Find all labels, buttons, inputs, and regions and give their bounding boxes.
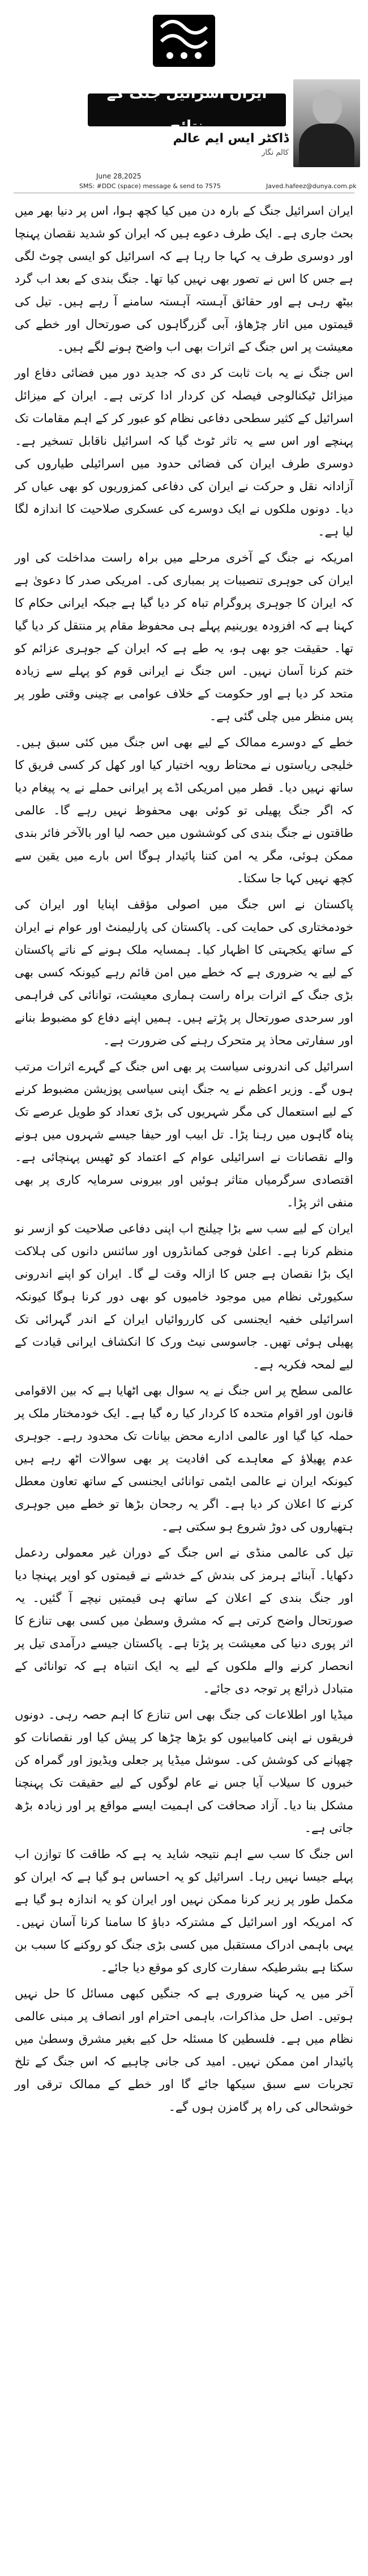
headline-banner bbox=[88, 85, 286, 135]
article-paragraph: تیل کی عالمی منڈی نے اس جنگ کے دوران غیر معمولی ردعمل دکھایا۔ آبنائے ہرمز کی بندش کے خدشے نے قیمتوں کو اوپر پہنچا دیا اور جنگ بندی کے اعلان کے ساتھ ہی قیمتیں نیچے آ گئیں۔ یہ صورتحال واضح کرتی ہے کہ مشرق وسطیٰ میں کسی بھی تنازع کا اثر پوری دنیا کی معیشت پر پڑتا ہے۔ پاکستان جیسے درآمدی تیل پر انحصار کرنے والے ملکوں کے لیے یہ ایک انتباہ ہے کہ توانائی کے متبادل ذرائع پر توجہ دی جائے۔ bbox=[15, 1546, 353, 1695]
article-paragraph: پاکستان نے اس جنگ میں اصولی مؤقف اپنایا اور ایران کی خودمختاری کی حمایت کی۔ پاکستان کی پارلیمنٹ اور عوام نے ایران کے ساتھ یکجہتی کا اظہار کیا۔ ہمسایہ ملک ہونے کے ناتے پاکستان کے لیے یہ ضروری ہے کہ خطے میں امن قائم رہے کیونکہ کسی بھی بڑی جنگ کے اثرات براہ راست ہماری معیشت، توانائی کی فراہمی اور سرحدی صورتحال پر پڑتے ہیں۔ ہمیں اپنے دفاع کو مضبوط بنانے اور سفارتی محاذ پر متحرک رہنے کی ضرورت ہے۔ bbox=[15, 898, 353, 1047]
article-paragraph: میڈیا اور اطلاعات کی جنگ بھی اس تنازع کا اہم حصہ رہی۔ دونوں فریقوں نے اپنی کامیابیوں کو بڑھا چڑھا کر پیش کیا اور نقصانات کو چھپانے کی کوشش کی۔ سوشل میڈیا پر جعلی ویڈیوز اور گمراہ کن خبروں کا سیلاب آیا جس نے عام لوگوں کے لیے حقیقت تک پہنچنا مشکل بنا دیا۔ آزاد صحافت کی اہمیت ایسے مواقع پر اور زیادہ بڑھ جاتی ہے۔ bbox=[15, 1708, 353, 1835]
article-paragraph: خطے کے دوسرے ممالک کے لیے بھی اس جنگ میں کئی سبق ہیں۔ خلیجی ریاستوں نے محتاط رویہ اختیار کیا اور کھل کر کسی فریق کا ساتھ نہیں دیا۔ قطر میں امریکی اڈے پر ایرانی حملے نے یہ پیغام دیا کہ اگر جنگ پھیلی تو کوئی بھی محفوظ نہیں رہے گا۔ عالمی طاقتوں نے جنگ بندی کی کوششوں میں حصہ لیا اور بالآخر فائر بندی ممکن ہوئی، مگر یہ امن کتنا پائیدار ہوگا اس بارے میں یقین سے کچھ نہیں کہا جا سکتا۔ bbox=[15, 736, 353, 885]
article-body bbox=[15, 199, 353, 2122]
author-name: ڈاکٹر ایس ایم عالم bbox=[173, 131, 289, 146]
newspaper-logo bbox=[0, 10, 368, 73]
author-email[interactable]: Javed.hafeez@dunya.com.pk bbox=[266, 182, 357, 190]
article-paragraph: اس جنگ نے یہ بات ثابت کر دی کہ جدید دور میں فضائی دفاع اور میزائل ٹیکنالوجی فیصلہ کن کردار ادا کرتی ہے۔ ایران کے میزائل اسرائیل کے کثیر سطحی دفاعی نظام کو عبور کر کے اہم مقامات تک پہنچے اور اس سے یہ تاثر ٹوٹ گیا کہ اسرائیل ناقابل تسخیر ہے۔ دوسری طرف ایران کی فضائی حدود میں اسرائیلی طیاروں کی آزادانہ نقل و حرکت نے ایران کی دفاعی کمزوریوں کو بھی عیاں کر دیا۔ دونوں ملکوں نے ایک دوسرے کی عسکری صلاحیت کا اندازہ لگا لیا ہے۔ bbox=[15, 366, 353, 538]
author-role: کالم نگار bbox=[262, 148, 289, 157]
article-paragraph: آخر میں یہ کہنا ضروری ہے کہ جنگیں کبھی مسائل کا حل نہیں ہوتیں۔ اصل حل مذاکرات، باہمی احترام اور انصاف پر مبنی عالمی نظام میں ہے۔ فلسطین کا مسئلہ حل کیے بغیر مشرق وسطیٰ میں پائیدار امن ممکن نہیں۔ امید کی جانی چاہیے کہ اس جنگ کے تلخ تجربات سے سبق سیکھا جائے گا اور خطے کے ممالک ترقی اور خوشحالی کی راہ پر گامزن ہوں گے۔ bbox=[15, 1987, 353, 2114]
meta-row bbox=[0, 172, 368, 190]
article-paragraph: امریکہ نے جنگ کے آخری مرحلے میں براہ راست مداخلت کی اور ایران کی جوہری تنصیبات پر بمباری کی۔ امریکی صدر کا دعویٰ ہے کہ ایران کا جوہری پروگرام تباہ کر دیا گیا ہے جبکہ ایرانی حکام کا کہنا ہے کہ افزودہ یورینیم پہلے ہی محفوظ مقام پر منتقل کر دیا گیا تھا۔ حقیقت جو بھی ہو، یہ طے ہے کہ ایران کے جوہری عزائم کو ختم کرنا آسان نہیں۔ اس جنگ نے ایرانی قوم کو پہلے سے زیادہ متحد کر دیا ہے اور حکومت کے خلاف عوامی بے چینی وقتی طور پر پس منظر میں چلی گئی ہے۔ bbox=[15, 551, 353, 723]
author-photo bbox=[293, 79, 360, 167]
sms-line: SMS: #DDC (space) message & send to 7575 bbox=[79, 182, 221, 190]
article-paragraph: ایران اسرائیل جنگ کے بارہ دن میں کیا کچھ ہوا، اس پر دنیا بھر میں بحث جاری ہے۔ ایک طرف دعوے ہیں کہ ایران کو شدید نقصان پہنچا اور دوسری طرف یہ کہا جا رہا ہے کہ اسرائیل کو ایسی چوٹ لگی ہے جس کا اس نے تصور بھی نہیں کیا تھا۔ جنگ بندی کے بعد اب گرد بیٹھ رہی ہے اور حقائق آہستہ آہستہ سامنے آ رہے ہیں۔ تیل کی قیمتوں میں اتار چڑھاؤ، آبی گزرگاہوں کی صورتحال اور خطے کی معیشت پر اس جنگ کے اثرات بھی اب واضح ہونے لگے ہیں۔ bbox=[15, 204, 353, 354]
headline: ایران اسرائیل جنگ کے نتائج bbox=[106, 85, 267, 135]
publish-date: June 28,2025 bbox=[96, 172, 142, 180]
article-paragraph: اس جنگ کا سب سے اہم نتیجہ شاید یہ ہے کہ طاقت کا توازن اب پہلے جیسا نہیں رہا۔ اسرائیل کو یہ احساس ہو گیا ہے کہ ایران کو مکمل طور پر زیر کرنا ممکن نہیں اور ایران کو یہ اندازہ ہو گیا ہے کہ امریکہ اور اسرائیل کے مشترکہ دباؤ کا سامنا کرنا آسان نہیں۔ یہی باہمی ادراک مستقبل میں کسی بڑی جنگ کو روکنے کا سبب بن سکتا ہے بشرطیکہ سفارت کاری کو موقع دیا جائے۔ bbox=[15, 1847, 353, 1974]
article-paragraph: عالمی سطح پر اس جنگ نے یہ سوال بھی اٹھایا ہے کہ بین الاقوامی قانون اور اقوام متحدہ کا کردار کیا رہ گیا ہے۔ ایک خودمختار ملک پر حملہ کیا گیا اور عالمی ادارے محض بیانات تک محدود رہے۔ جوہری عدم پھیلاؤ کے معاہدے کی افادیت پر بھی سوالات اٹھ رہے ہیں کیونکہ ایران نے عالمی ایٹمی توانائی ایجنسی کے ساتھ تعاون معطل کرنے کا اعلان کر دیا ہے۔ اگر یہ رجحان بڑھا تو خطے میں جوہری ہتھیاروں کی دوڑ شروع ہو سکتی ہے۔ bbox=[15, 1384, 353, 1533]
logo-emblem-icon bbox=[142, 10, 226, 73]
article-paragraph: اسرائیل کی اندرونی سیاست پر بھی اس جنگ کے گہرے اثرات مرتب ہوں گے۔ وزیر اعظم نے یہ جنگ اپنی سیاسی پوزیشن مضبوط کرنے کے لیے استعمال کی مگر شہریوں کی بڑی تعداد کو طویل عرصے تک پناہ گاہوں میں رہنا پڑا۔ تل ابیب اور حیفا جیسے شہروں میں ہونے والے نقصانات نے اسرائیلی عوام کے اعتماد کو ٹھیس پہنچائی ہے۔ اقتصادی سرگرمیاں متاثر ہوئیں اور بیرونی سرمایہ کاری پر بھی منفی اثر پڑا۔ bbox=[15, 1060, 353, 1209]
masthead bbox=[0, 0, 368, 190]
article-paragraph: ایران کے لیے سب سے بڑا چیلنج اب اپنی دفاعی صلاحیت کو ازسر نو منظم کرنا ہے۔ اعلیٰ فوجی کمانڈروں اور سائنس دانوں کی ہلاکت ایک بڑا نقصان ہے جس کا ازالہ وقت لے گا۔ ایران کو اپنے اندرونی سکیورٹی نظام میں موجود خامیوں کو بھی دور کرنا ہوگا کیونکہ اسرائیلی خفیہ ایجنسی کی کارروائیاں ایران کے اندر گہرائی تک پھیلی ہوئی تھیں۔ جاسوسی نیٹ ورک کا انکشاف ایرانی قیادت کے لیے لمحہ فکریہ ہے۔ bbox=[15, 1222, 353, 1371]
